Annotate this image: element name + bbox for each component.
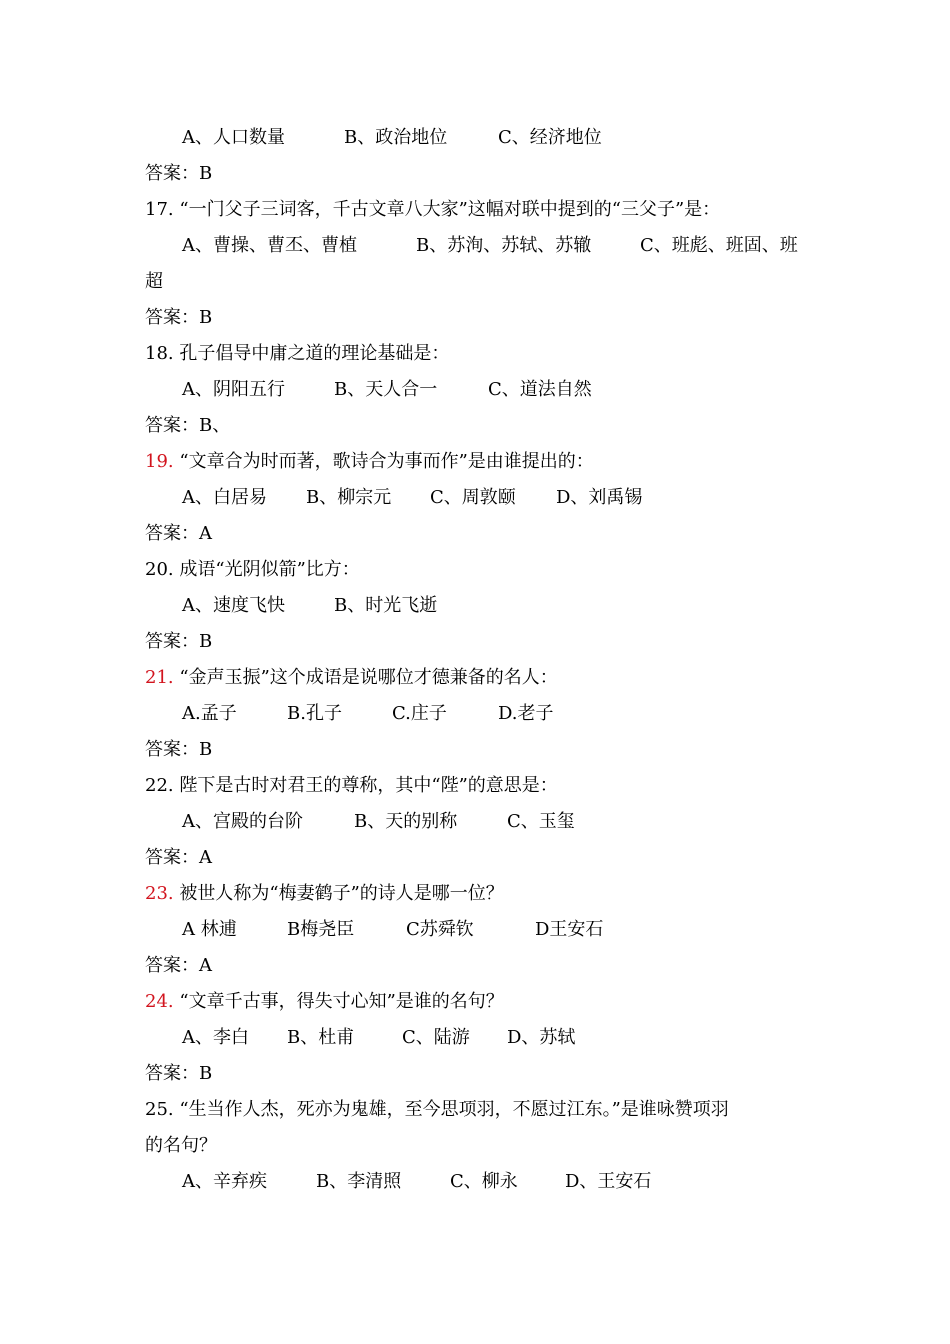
- q18-option-b: B、天人合一: [334, 379, 438, 400]
- q21-answer: 答案：B: [145, 739, 213, 760]
- q16-option-b: B、政治地位: [344, 127, 448, 148]
- q17-text: “一门父子三词客，千古文章八大家”这幅对联中提到的“三父子”是：: [179, 199, 721, 220]
- q22-option-a: A、宫殿的台阶: [182, 811, 303, 832]
- q25-option-b: B、李清照: [316, 1171, 402, 1192]
- q24-option-a: A、李白: [182, 1027, 249, 1048]
- q20-question: [145, 558, 360, 582]
- q24-answer: 答案：B: [145, 1063, 213, 1084]
- q17-option-c-cont: 超: [145, 271, 163, 292]
- q17-option-c: C、班彪、班固、班: [640, 235, 798, 256]
- q18-option-c: C、道法自然: [488, 379, 592, 400]
- q22-option-c: C、玉玺: [507, 811, 575, 832]
- q25-option-c: C、柳永: [450, 1171, 518, 1192]
- q24-option-b: B、杜甫: [287, 1027, 355, 1048]
- q25-text: “生当作人杰，死亦为鬼雄，至今思项羽，不愿过江东。”是谁咏赞项羽: [179, 1099, 729, 1120]
- q18-number: 18.: [145, 343, 174, 364]
- q22-question: [145, 774, 558, 798]
- q18-text: 孔子倡导中庸之道的理论基础是：: [179, 343, 450, 364]
- q23-number: 23.: [145, 883, 174, 904]
- q20-option-b: B、时光飞逝: [334, 595, 438, 616]
- q25-question: [145, 1098, 729, 1122]
- q21-text: “金声玉振”这个成语是说哪位才德兼备的名人：: [179, 667, 558, 688]
- q19-question: [145, 450, 594, 474]
- q23-answer: 答案：A: [145, 955, 212, 976]
- q21-option-c: C.庄子: [392, 703, 447, 724]
- q22-text: 陛下是古时对君王的尊称，其中“陛”的意思是：: [179, 775, 558, 796]
- q23-text: 被世人称为“梅妻鹤子”的诗人是哪一位？: [179, 883, 504, 904]
- q19-answer: 答案：A: [145, 523, 212, 544]
- q24-text: “文章千古事，得失寸心知”是谁的名句？: [179, 991, 504, 1012]
- q25-option-a: A、辛弃疾: [182, 1171, 267, 1192]
- q19-option-a: A、白居易: [182, 487, 267, 508]
- q24-option-d: D、苏轼: [507, 1027, 576, 1048]
- q16-answer: 答案：B: [145, 163, 213, 184]
- q17-number: 17.: [145, 199, 174, 220]
- q24-question: [145, 990, 504, 1014]
- q17-question: [145, 198, 720, 222]
- q25-question-cont: 的名句？: [145, 1135, 217, 1156]
- q20-answer: 答案：B: [145, 631, 213, 652]
- q17-answer: 答案：B: [145, 307, 213, 328]
- q19-number: 19.: [145, 451, 174, 472]
- q23-option-d: D王安石: [535, 919, 604, 940]
- q20-text: 成语“光阴似箭”比方：: [179, 559, 360, 580]
- q19-option-c: C、周敦颐: [430, 487, 516, 508]
- q23-question: [145, 882, 504, 906]
- q24-option-c: C、陆游: [402, 1027, 470, 1048]
- q22-option-b: B、天的别称: [354, 811, 458, 832]
- q18-answer: 答案：B、: [145, 415, 231, 436]
- q20-number: 20.: [145, 559, 174, 580]
- q17-option-b: B、苏洵、苏轼、苏辙: [416, 235, 592, 256]
- q23-option-a: A 林逋: [182, 919, 237, 940]
- q21-option-b: B.孔子: [287, 703, 342, 724]
- q23-option-b: B梅尧臣: [287, 919, 355, 940]
- q22-number: 22.: [145, 775, 174, 796]
- q17-option-a: A、曹操、曹丕、曹植: [182, 235, 357, 256]
- q18-option-a: A、阴阳五行: [182, 379, 285, 400]
- q21-question: [145, 666, 558, 690]
- q24-number: 24.: [145, 991, 174, 1012]
- q18-question: [145, 342, 449, 366]
- q21-option-a: A.孟子: [182, 703, 237, 724]
- q16-option-a: A、人口数量: [182, 127, 285, 148]
- q19-option-d: D、刘禹锡: [556, 487, 643, 508]
- q23-option-c: C苏舜钦: [406, 919, 474, 940]
- q22-answer: 答案：A: [145, 847, 212, 868]
- q25-number: 25.: [145, 1099, 174, 1120]
- q21-option-d: D.老子: [498, 703, 554, 724]
- q25-option-d: D、王安石: [565, 1171, 652, 1192]
- q20-option-a: A、速度飞快: [182, 595, 285, 616]
- q19-option-b: B、柳宗元: [306, 487, 392, 508]
- q19-text: “文章合为时而著，歌诗合为事而作”是由谁提出的：: [179, 451, 594, 472]
- q16-option-c: C、经济地位: [498, 127, 602, 148]
- q21-number: 21.: [145, 667, 174, 688]
